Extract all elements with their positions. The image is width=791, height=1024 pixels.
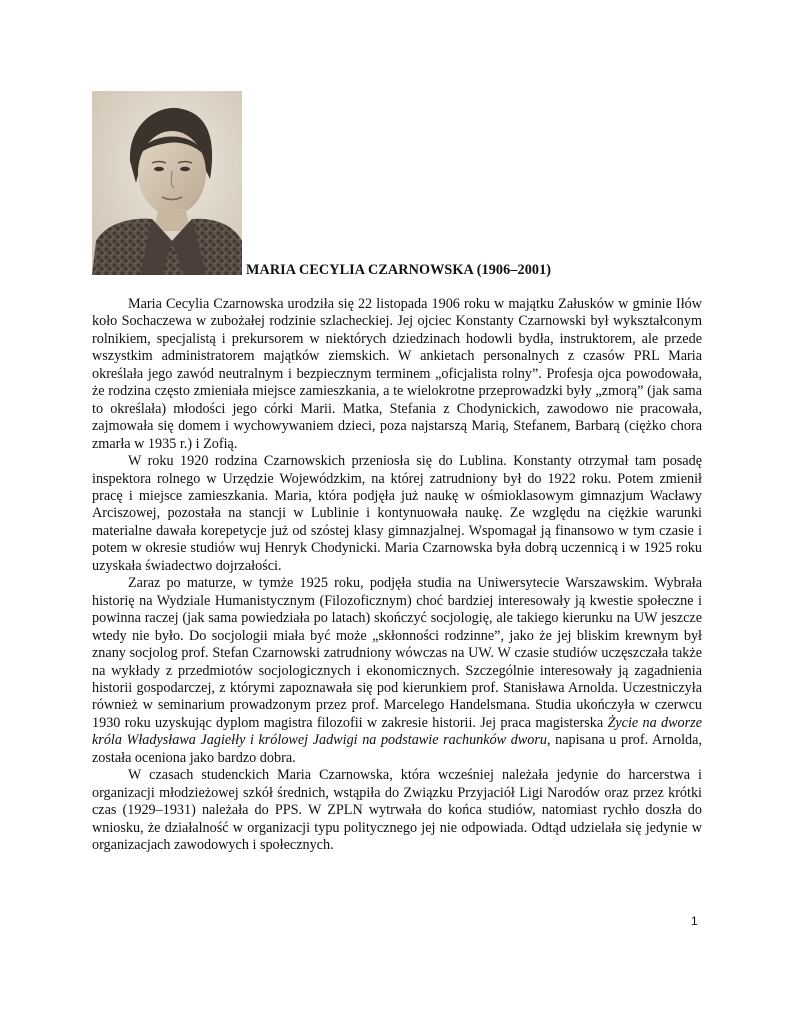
document-body (92, 296, 702, 855)
page-number: 1 (691, 914, 698, 928)
paragraph-3 (92, 575, 702, 767)
paragraph-1: Maria Cecylia Czarnowska urodziła się 22 listopada 1906 roku w majątku Załusków w gminie Iłów koło Sochaczewa w zubożałej rodzinie szlacheckiej. Jej ojciec Konstanty Czarnowski był wykształconym rolnikiem, specjalistą i prekursorem w niektórych dziedzinach hodowli bydła, instruktorem, ale przede wszystkim administratorem majątków ziemskich. W ankietach personalnych z czasów PRL Maria określała jego zawód neutralnym i bezpiecznym terminem „oficjalista rolny”. Profesja ojca powodowała, że rodzina często zmieniała miejsce zamieszkania, a te wielokrotne przeprowadzki były „zmorą” (jak sama to określała) młodości jego córki Marii. Matka, Stefania z Chodynickich, zawodowo nie pracowała, zajmowała się domem i wychowywaniem dzieci, poza najstarszą Marią, Stefanem, Barbarą (ciężko chora zmarła w 1935 r.) i Zofią. (92, 296, 702, 452)
paragraph-3-text: Zaraz po maturze, w tymże 1925 roku, podjęła studia na Uniwersytecie Warszawskim. Wybrała historię na Wydziale Humanistycznym (Filozoficznym) choć bardziej interesowały ją kwestie społeczne i powinna raczej (jak sama powiedziała po latach) skończyć socjologię, ale takiego kierunku na UW jeszcze wtedy nie było. Do socjologii miała być może „skłonności rodzinne”, jako że jej bliskim krewnym był znany socjolog prof. Stefan Czarnowski zatrudniony wówczas na UW. W czasie studiów uczęszczała także na wykłady z przedmiotów socjologicznych i ekonomicznych. Szczególnie interesowały ją zagadnienia historii gospodarczej, z którymi zapoznawała się pod kierunkiem prof. Stanisława Arnolda. Uczestniczyła również w seminarium prowadzonym przez prof. Marcelego Handelsmana. Studia ukończyła w czerwcu 1930 roku uzyskując dyplom magistra filozofii w zakresie historii. Jej praca magisterska (92, 575, 702, 731)
paragraph-2: W roku 1920 rodzina Czarnowskich przeniosła się do Lublina. Konstanty otrzymał tam posadę inspektora rolnego w Urzędzie Wojewódzkim, na której zatrudniony był do 1922 roku. Potem zmienił pracę i miejsce zamieszkania. Maria, która podjęła już naukę w ośmioklasowym gimnazjum Wacławy Arciszowej, pozostała na stancji w Lublinie i kontynuowała naukę. Ze względu na ciężkie warunki materialne dawała korepetycje już od szóstej klasy gimnazjalnej. Wspomagał ją finansowo w tym czasie i potem w okresie studiów wuj Henryk Chodynicki. Maria Czarnowska była dobrą uczennicą i w 1925 roku uzyskała świadectwo dojrzałości. (92, 453, 702, 574)
thesis-title: Życie na dworze króla Władysława Jagiełły i królowej Jadwigi na podstawie rachunków dworu (92, 714, 702, 749)
thesis-suffix: , napisana u prof. Arnolda, została oceniona jako bardzo dobra. (92, 732, 702, 766)
portrait-photo (92, 91, 242, 275)
paragraph-4: W czasach studenckich Maria Czarnowska, która wcześniej należała jedynie do harcerstwa i organizacji młodzieżowej szkół średnich, wstąpiła do Związku Przyjaciół Ligi Narodów oraz przez krótki czas (1929–1931) należała do PPS. W ZPLN wytrwała do końca studiów, natomiast rychło doszła do wniosku, że działalność w organizacji typu politycznego jej nie odpowiada. Odtąd udzielała się jedynie w organizacjach zawodowych i społecznych. (92, 767, 702, 854)
portrait-illustration (92, 91, 242, 275)
document-title: MARIA CECYLIA CZARNOWSKA (1906–2001) (246, 262, 552, 278)
